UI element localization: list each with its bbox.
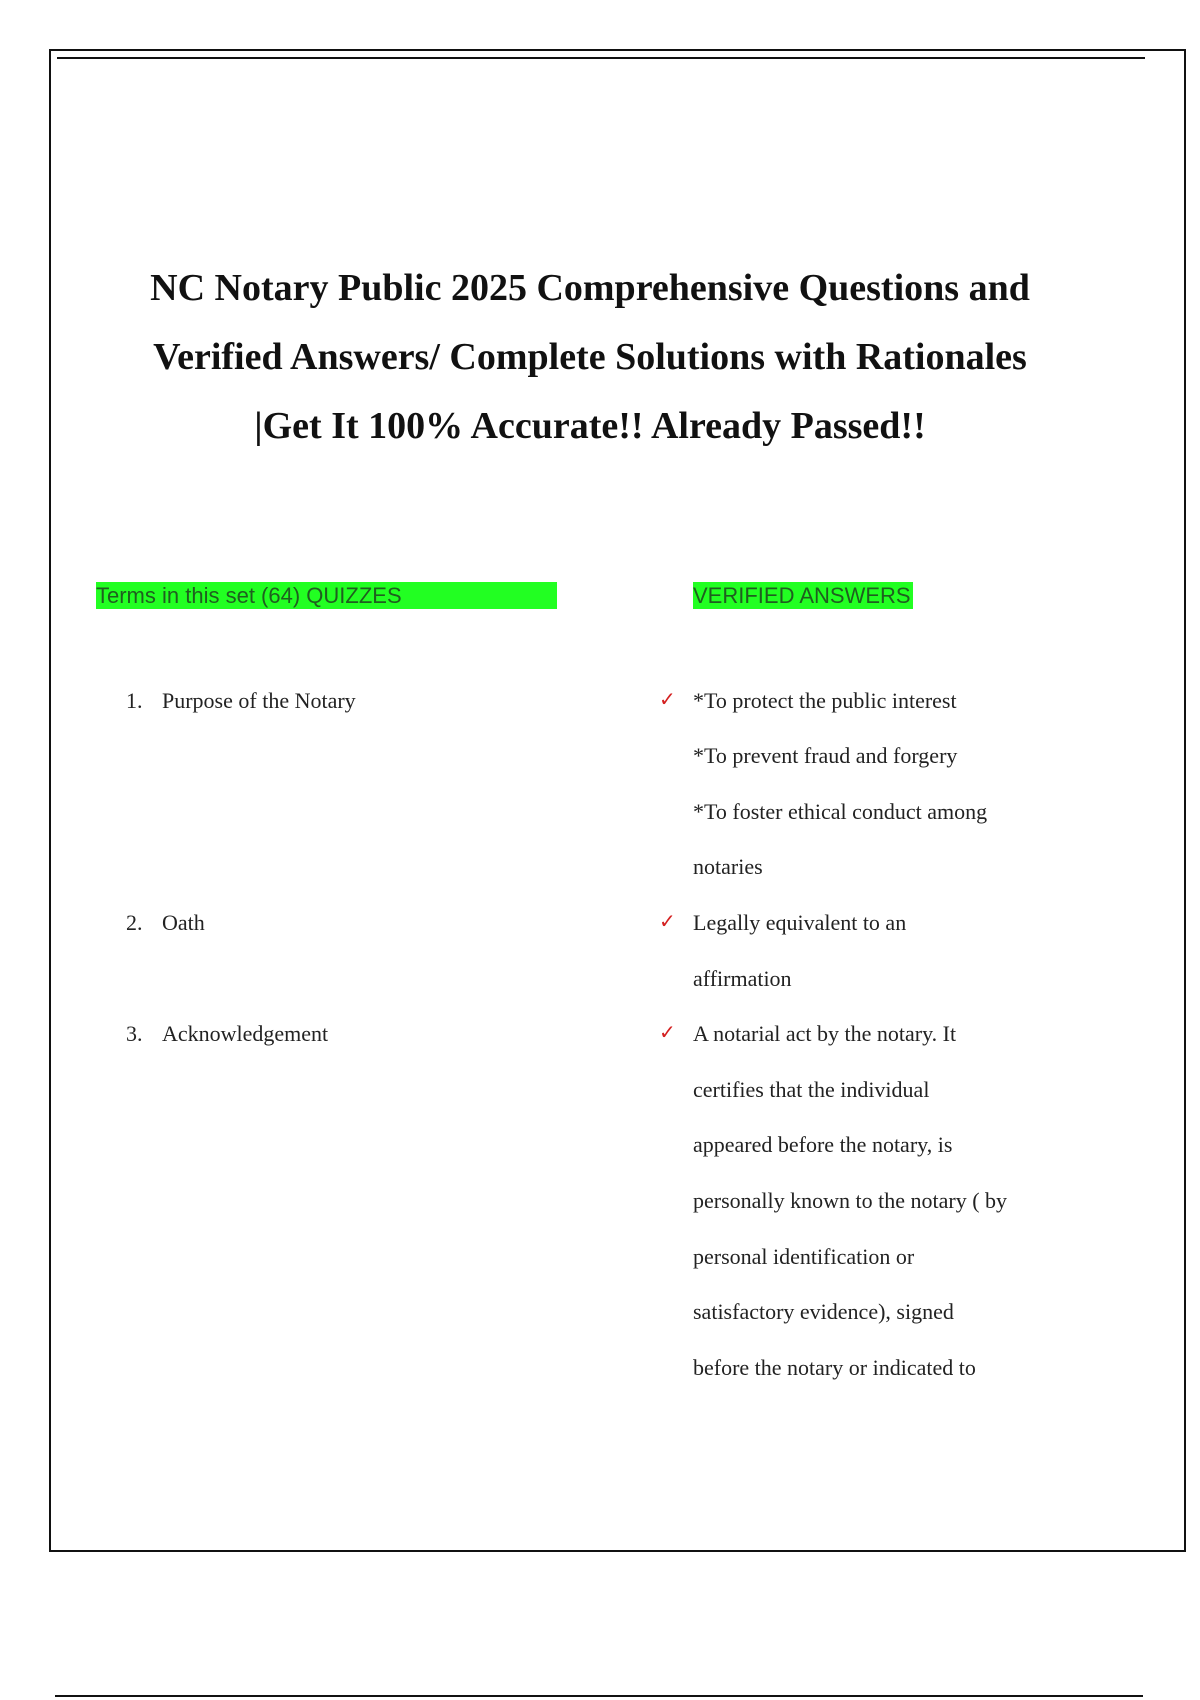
answer-line: affirmation — [693, 966, 792, 991]
answer-line: personal identification or — [693, 1244, 915, 1269]
term-text: Purpose of the Notary — [162, 688, 356, 713]
check-mark-icon: ✓ — [659, 1020, 676, 1044]
term-text: Oath — [162, 910, 205, 935]
term-number: 3. — [126, 1021, 143, 1046]
answer-line: A notarial act by the notary. It — [693, 1021, 957, 1046]
term-item — [126, 909, 205, 937]
answer-line: satisfactory evidence), signed — [693, 1299, 954, 1324]
title-line-2: Verified Answers/ Complete Solutions with Rationales — [153, 336, 1027, 378]
top-rule — [57, 57, 1145, 59]
check-mark-icon: ✓ — [659, 909, 676, 933]
title-line-3: |Get It 100% Accurate!! Already Passed!! — [254, 405, 926, 447]
answers-column-header: VERIFIED ANSWERS — [693, 583, 911, 608]
term-item — [126, 687, 356, 715]
bottom-rule — [55, 1695, 1143, 1697]
term-number: 1. — [126, 688, 143, 713]
answer-line: *To protect the public interest — [693, 688, 957, 713]
document-title — [90, 254, 1090, 461]
title-line-1: NC Notary Public 2025 Comprehensive Questions and — [150, 267, 1030, 309]
term-number: 2. — [126, 910, 143, 935]
answer-line: personally known to the notary ( by — [693, 1188, 1008, 1213]
term-item — [126, 1020, 328, 1048]
answer-line: before the notary or indicated to — [693, 1355, 976, 1380]
term-text: Acknowledgement — [162, 1021, 329, 1046]
answer-line: *To foster ethical conduct among — [693, 799, 988, 824]
check-mark-icon: ✓ — [659, 687, 676, 711]
answer-line: notaries — [693, 854, 763, 879]
answer-line: Legally equivalent to an — [693, 910, 907, 935]
terms-column-header: Terms in this set (64) QUIZZES — [96, 582, 557, 609]
answer-line: *To prevent fraud and forgery — [693, 743, 958, 768]
answer-line: certifies that the individual — [693, 1077, 930, 1102]
answer-line: appeared before the notary, is — [693, 1132, 953, 1157]
